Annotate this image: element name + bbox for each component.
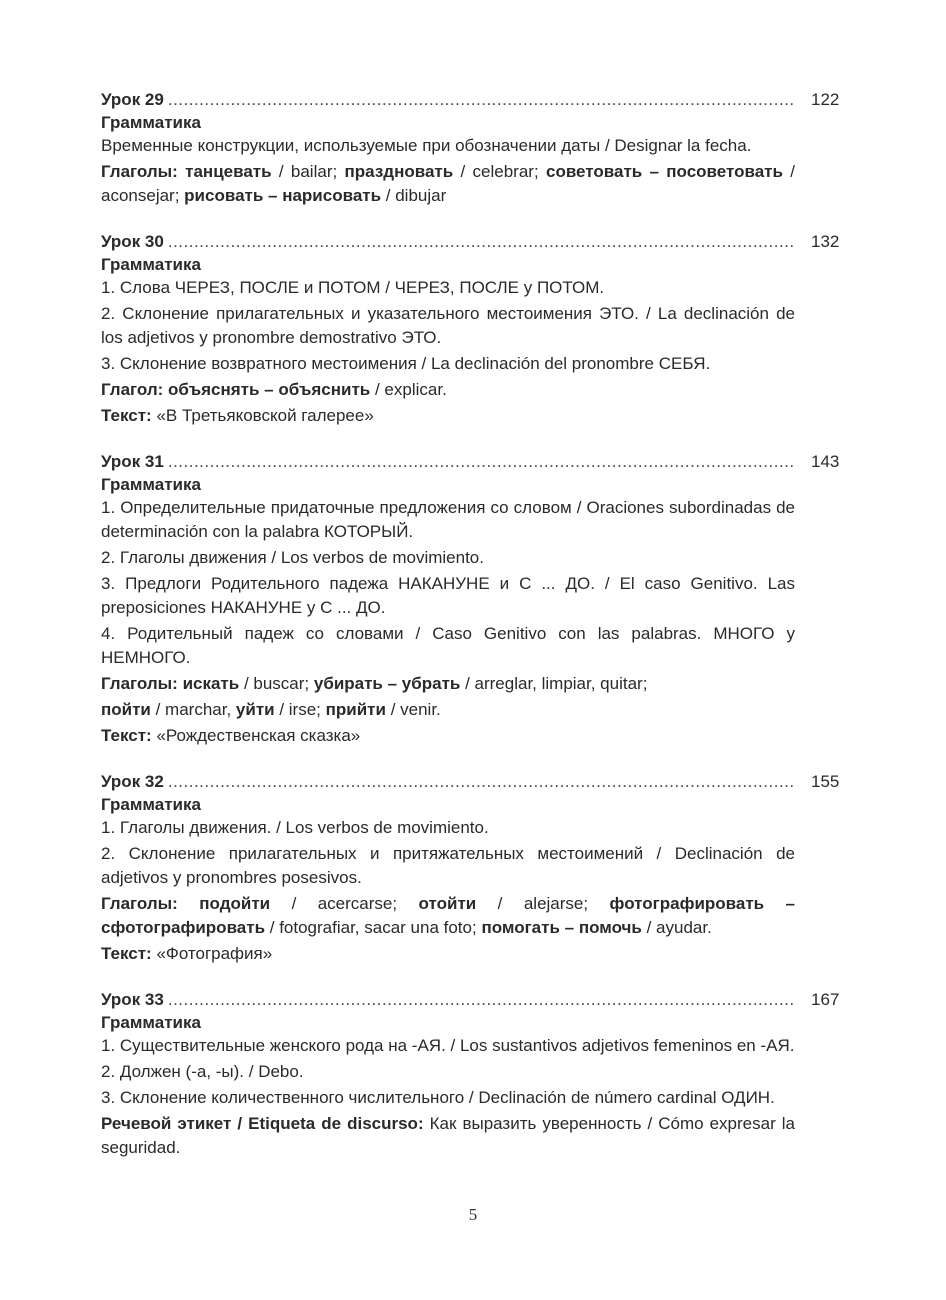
text-segment: «В Третьяковской галерее» — [151, 406, 374, 425]
content-line — [101, 160, 795, 208]
text-segment: 2. Склонение прилагательных и притяжательных местоимений / Declinación de adjetivos y pronombres posesivos. — [101, 844, 795, 887]
text-segment: 3. Склонение количественного числительного / Declinación de número cardinal ОДИН. — [101, 1088, 775, 1107]
lesson-heading[interactable] — [101, 988, 840, 1012]
grammar-heading: Грамматика — [101, 795, 201, 814]
text-segment: «Рождественская сказка» — [151, 726, 361, 745]
lesson-page-number: 122 — [811, 90, 840, 109]
text-segment: / aconsejar; — [101, 162, 795, 205]
lesson-entry — [101, 230, 840, 428]
lesson-heading[interactable] — [101, 88, 840, 112]
content-line — [101, 496, 795, 544]
lesson-page-number: 143 — [811, 452, 840, 471]
text-segment: «Фотография» — [151, 944, 273, 963]
text-segment: / dibujar — [381, 186, 447, 205]
content-line — [101, 302, 795, 350]
text-segment: / fotografiar, sacar una foto; — [265, 918, 482, 937]
content-line — [101, 1034, 795, 1058]
lesson-entry — [101, 770, 840, 966]
grammar-heading: Грамматика — [101, 113, 201, 132]
content-line — [101, 698, 795, 722]
content-line — [101, 572, 795, 620]
grammar-heading: Грамматика — [101, 475, 201, 494]
lesson-heading[interactable] — [101, 450, 840, 474]
text-segment: / acercarse; — [270, 894, 419, 913]
bold-term: советовать – посоветовать — [545, 162, 783, 181]
content-line — [101, 892, 795, 940]
text-segment: 1. Существительные женского рода на -АЯ. / Los sustantivos adjetivos femeninos en -АЯ. — [101, 1036, 795, 1055]
lesson-title: Урок 33 — [101, 990, 164, 1009]
bold-term: уйти — [235, 700, 275, 719]
content-line — [101, 1086, 795, 1110]
bold-term: праздновать — [344, 162, 454, 181]
content-line — [101, 276, 795, 300]
text-segment: / ayudar. — [641, 918, 712, 937]
bold-term: фотографировать – сфотографировать — [101, 894, 796, 937]
text-segment: 2. Глаголы движения / Los verbos de movimiento. — [101, 548, 484, 567]
dot-leader — [168, 988, 795, 1012]
bold-term: Текст: — [101, 406, 152, 425]
dot-leader — [168, 770, 795, 794]
content-line — [101, 622, 795, 670]
text-segment: / alejarse; — [476, 894, 610, 913]
text-segment: / celebrar; — [453, 162, 546, 181]
content-line — [101, 378, 795, 402]
dot-leader — [168, 450, 795, 474]
bold-term: Глагол: объяснять – объяснить — [101, 380, 371, 399]
grammar-heading: Грамматика — [101, 1013, 201, 1032]
text-segment: / irse; — [274, 700, 326, 719]
bold-term: отойти — [418, 894, 477, 913]
bold-term: Глаголы: подойти — [101, 894, 271, 913]
content-line — [101, 842, 795, 890]
bold-term: прийти — [325, 700, 386, 719]
dot-leader — [168, 88, 795, 112]
text-segment: 3. Склонение возвратного местоимения / La declinación del pronombre СЕБЯ. — [101, 354, 711, 373]
text-segment: Временные конструкции, используемые при обозначении даты / Designar la fecha. — [101, 136, 752, 155]
content-line — [101, 404, 795, 428]
content-line — [101, 134, 795, 158]
bold-term: Текст: — [101, 726, 152, 745]
text-segment: / venir. — [385, 700, 441, 719]
text-segment: / buscar; — [239, 674, 314, 693]
lesson-heading[interactable] — [101, 230, 840, 254]
grammar-heading: Грамматика — [101, 255, 201, 274]
text-segment: 2. Склонение прилагательных и указательного местоимения ЭТО. / La declinación de los adjetivos y pronombre demostrativo ЭТО. — [101, 304, 795, 347]
content-line — [101, 724, 795, 748]
text-segment: 1. Слова ЧЕРЕЗ, ПОСЛЕ и ПОТОМ / ЧЕРЕЗ, ПОСЛЕ y ПОТОМ. — [101, 278, 605, 297]
page-number: 5 — [468, 1205, 478, 1224]
text-segment: / explicar. — [370, 380, 447, 399]
lesson-entry — [101, 88, 840, 208]
bold-term: Глаголы: танцевать — [101, 162, 272, 181]
lesson-page-number: 132 — [811, 232, 840, 251]
dot-leader — [168, 230, 795, 254]
lesson-page-number: 155 — [811, 772, 840, 791]
text-segment: 3. Предлоги Родительного падежа НАКАНУНЕ и С ... ДО. / El caso Genitivo. Las preposiciones НАКАНУНЕ y С ... ДО. — [101, 574, 795, 617]
lesson-heading[interactable] — [101, 770, 840, 794]
lesson-entry — [101, 988, 840, 1160]
lesson-title: Урок 29 — [101, 90, 164, 109]
content-line — [101, 672, 795, 696]
text-segment: 1. Глаголы движения. / Los verbos de movimiento. — [101, 818, 489, 837]
text-segment: 2. Должен (-а, -ы). / Debo. — [101, 1062, 304, 1081]
lesson-page-number: 167 — [811, 990, 840, 1009]
content-line — [101, 352, 795, 376]
bold-term: Текст: — [101, 944, 152, 963]
content-line — [101, 1060, 795, 1084]
text-segment: 4. Родительный падеж со словами / Caso Genitivo con las palabras. МНОГО y НЕМНОГО. — [101, 624, 795, 667]
content-line — [101, 546, 795, 570]
bold-term: Речевой этикет / Etiqueta de discurso: — [101, 1114, 424, 1133]
lesson-title: Урок 30 — [101, 232, 164, 251]
bold-term: Глаголы: искать — [101, 674, 240, 693]
text-segment: / arreglar, limpiar, quitar; — [460, 674, 648, 693]
bold-term: убирать – убрать — [313, 674, 461, 693]
text-segment: / marchar, — [150, 700, 236, 719]
lesson-title: Урок 32 — [101, 772, 164, 791]
bold-term: рисовать – нарисовать — [184, 186, 382, 205]
text-segment: 1. Определительные придаточные предложения со словом / Oraciones subordinadas de determinación con la palabra КОТОРЫЙ. — [101, 498, 795, 541]
content-line — [101, 816, 795, 840]
lesson-title: Урок 31 — [101, 452, 164, 471]
lesson-entry — [101, 450, 840, 748]
text-segment: Как выразить уверенность / Cómo expresar la seguridad. — [101, 1114, 796, 1157]
content-line — [101, 942, 795, 966]
content-line — [101, 1112, 795, 1160]
bold-term: пойти — [101, 700, 151, 719]
text-segment: / bailar; — [271, 162, 345, 181]
lesson-list — [101, 88, 840, 1160]
table-of-contents — [101, 88, 840, 1182]
bold-term: помогать – помочь — [481, 918, 642, 937]
